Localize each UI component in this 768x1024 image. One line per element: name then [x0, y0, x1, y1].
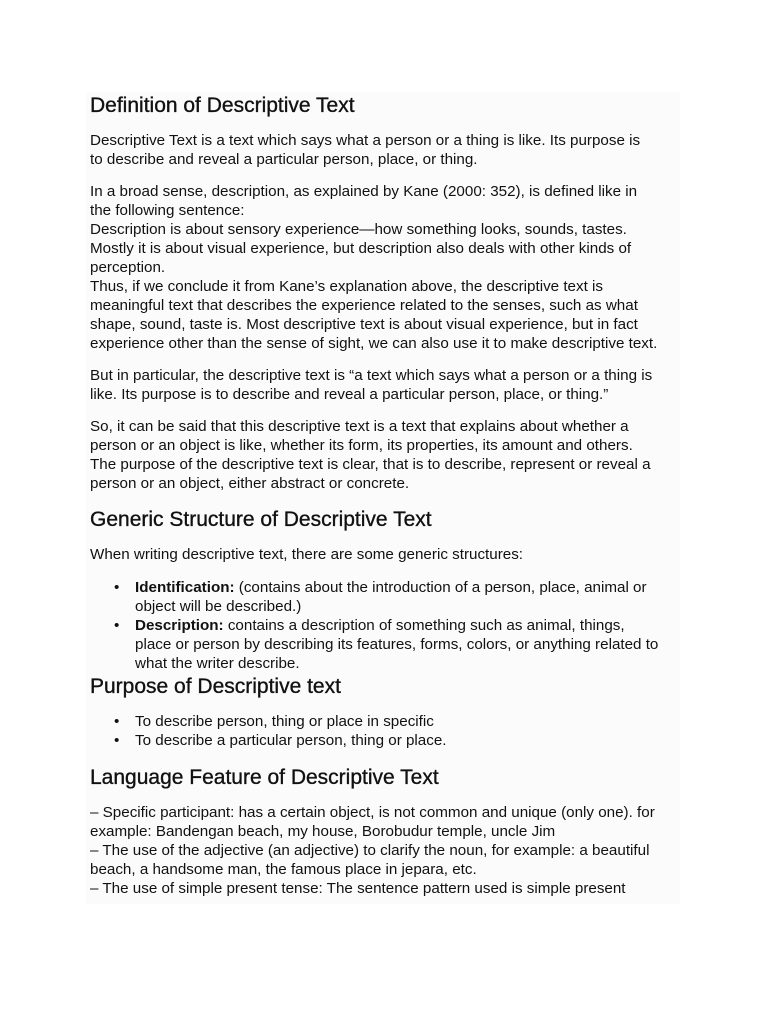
document-page — [86, 92, 680, 904]
text-line: the following sentence: — [90, 202, 245, 219]
text-line: beach, a handsome man, the famous place in jepara, etc. — [90, 861, 477, 878]
text-line: object will be described.) — [135, 598, 302, 615]
text-line: example: Bandengan beach, my house, Borobudur temple, uncle Jim — [90, 823, 556, 840]
text-line: meaningful text that describes the experience related to the senses, such as what — [90, 297, 638, 314]
heading-language-feature: Language Feature of Descriptive Text — [90, 766, 439, 789]
text-line: – The use of the adjective (an adjective) to clarify the noun, for example: a beautiful — [90, 842, 650, 859]
heading-purpose: Purpose of Descriptive text — [90, 675, 341, 698]
list-item — [90, 616, 680, 673]
text-line: place or person by describing its features, forms, colors, or anything related to — [135, 636, 659, 653]
list-item — [90, 712, 680, 731]
paragraph-definition-1 — [90, 131, 680, 169]
text-line: – The use of simple present tense: The sentence pattern used is simple present — [90, 880, 626, 897]
purpose-list — [90, 712, 680, 750]
text-line: In a broad sense, description, as explained by Kane (2000: 352), is defined like in — [90, 183, 638, 200]
list-item-term: Description: — [135, 617, 224, 634]
text-line: person or an object is like, whether its form, its properties, its amount and others. — [90, 437, 633, 454]
text-line: Thus, if we conclude it from Kane’s explanation above, the descriptive text is — [90, 278, 603, 295]
text-line: contains a description of something such as animal, things, — [223, 617, 625, 634]
text-line: Descriptive Text is a text which says what a person or a thing is like. Its purpose is — [90, 132, 641, 149]
text-line: experience other than the sense of sight, we can also use it to make descriptive text. — [90, 335, 658, 352]
text-line: – Specific participant: has a certain object, is not common and unique (only one). for — [90, 804, 655, 821]
text-line: To describe person, thing or place in specific — [135, 713, 434, 730]
text-line: The purpose of the descriptive text is clear, that is to describe, represent or reveal a — [90, 456, 651, 473]
text-line: But in particular, the descriptive text is “a text which says what a person or a thing is — [90, 367, 653, 384]
text-line: Description is about sensory experience—how something looks, sounds, tastes. — [90, 221, 627, 238]
text-line: When writing descriptive text, there are some generic structures: — [90, 546, 524, 563]
text-line: to describe and reveal a particular person, place, or thing. — [90, 151, 478, 168]
text-line: (contains about the introduction of a person, place, animal or — [234, 579, 647, 596]
text-line: like. Its purpose is to describe and reveal a particular person, place, or thing.” — [90, 386, 609, 403]
generic-structure-list — [90, 578, 680, 673]
paragraph-generic-intro — [90, 545, 680, 564]
bullet-icon: • — [114, 617, 120, 634]
bullet-icon: • — [114, 579, 120, 596]
text-line: To describe a particular person, thing or place. — [135, 732, 447, 749]
heading-generic-structure: Generic Structure of Descriptive Text — [90, 508, 432, 531]
document-content — [86, 92, 680, 898]
text-line: Mostly it is about visual experience, but description also deals with other kinds of — [90, 240, 632, 257]
paragraph-definition-3 — [90, 366, 680, 404]
paragraph-definition-2 — [90, 182, 680, 353]
list-item — [90, 731, 680, 750]
heading-definition: Definition of Descriptive Text — [90, 94, 355, 117]
text-line: shape, sound, taste is. Most descriptive text is about visual experience, but in fact — [90, 316, 638, 333]
list-item-term: Identification: — [135, 579, 235, 596]
text-line: person or an object, either abstract or concrete. — [90, 475, 410, 492]
text-line: perception. — [90, 259, 166, 276]
text-line: what the writer describe. — [135, 655, 300, 672]
paragraph-language-feature — [90, 803, 680, 898]
bullet-icon: • — [114, 713, 120, 730]
list-item — [90, 578, 680, 616]
paragraph-definition-4 — [90, 417, 680, 493]
bullet-icon: • — [114, 732, 120, 749]
text-line: So, it can be said that this descriptive text is a text that explains about whether a — [90, 418, 629, 435]
